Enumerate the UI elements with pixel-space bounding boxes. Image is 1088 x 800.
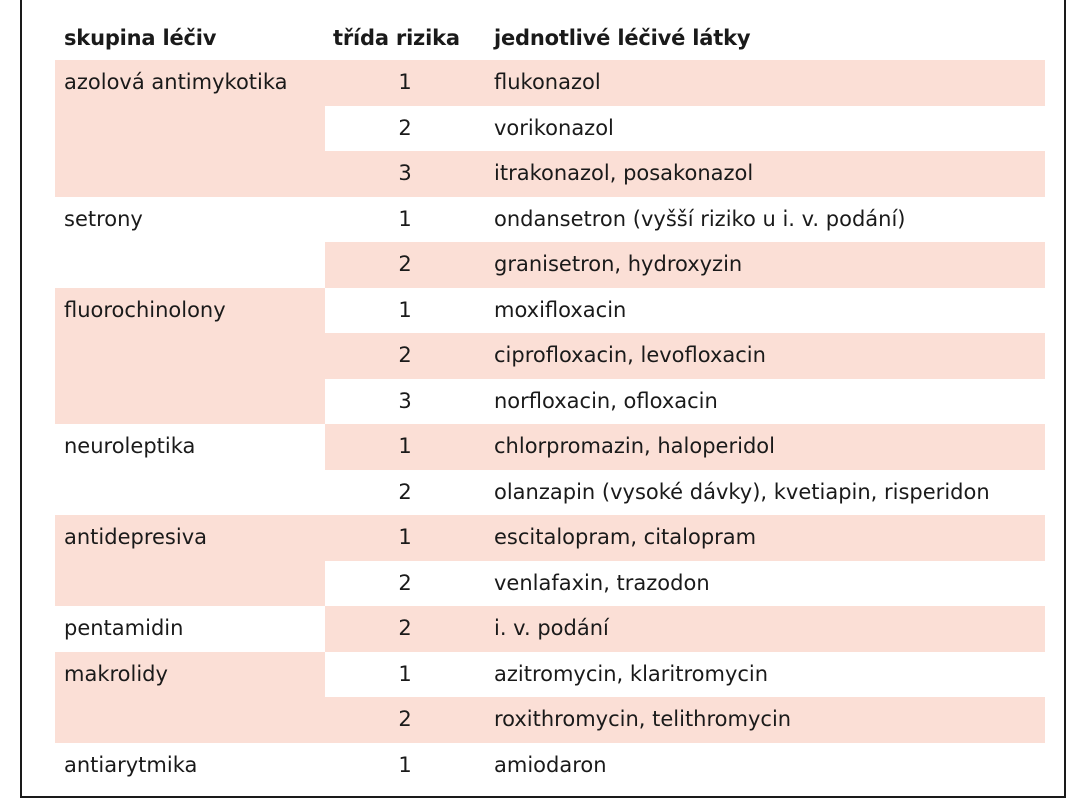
group-cell [55,697,325,743]
substance-cell: roxithromycin, telithromycin [485,697,1045,743]
table-row [55,697,1045,743]
substance-cell: azitromycin, klaritromycin [494,661,769,686]
group-cell [55,470,325,516]
group-cell [55,561,325,607]
group-cell: azolová antimykotika [55,60,325,106]
risk-cell: 2 [398,479,412,504]
group-cell: neuroleptika [64,434,196,458]
table-row [55,242,1045,288]
table-row [55,333,1045,379]
substance-cell: norfloxacin, ofloxacin [494,388,718,413]
substance-cell: escitalopram, citalopram [485,515,1045,561]
risk-cell: 2 [325,333,485,379]
group-cell: antiarytmika [64,752,198,777]
table-row [55,515,1045,561]
substance-cell: ciprofloxacin, levofloxacin [485,333,1045,379]
substance-cell: venlafaxin, trazodon [494,570,710,595]
group-cell: fluorochinolony [55,288,325,334]
table-row [55,60,1045,106]
risk-cell: 1 [398,661,412,686]
substance-cell: ondansetron (vyšší riziko u i. v. podání) [494,206,906,231]
risk-cell: 2 [325,242,485,288]
substance-cell: olanzapin (vysoké dávky), kvetiapin, risperidon [494,479,990,504]
substance-cell: i. v. podání [485,606,1045,652]
risk-cell: 2 [325,606,485,652]
risk-cell: 1 [398,297,412,322]
table-row [55,151,1045,197]
risk-cell: 1 [325,424,485,470]
risk-cell: 1 [398,206,412,231]
risk-cell: 2 [325,697,485,743]
substance-cell: moxifloxacin [494,297,627,322]
table-row [55,424,1045,470]
group-cell [55,106,325,152]
group-cell: setrony [64,206,143,231]
table-body [55,60,1045,788]
substance-cell: amiodaron [494,752,607,777]
table-row [55,743,1045,789]
group-cell [55,242,325,288]
group-cell: antidepresiva [55,515,325,561]
table-row [55,561,1045,607]
table-row [55,379,1045,425]
substance-cell: chlorpromazin, haloperidol [485,424,1045,470]
table-row [55,288,1045,334]
table-row [55,197,1045,243]
substance-cell: granisetron, hydroxyzin [485,242,1045,288]
group-cell: pentamidin [64,616,184,640]
table-row [55,106,1045,152]
risk-cell: 2 [398,115,412,140]
substance-cell: vorikonazol [494,115,614,140]
table-header [55,26,1045,54]
risk-cell: 2 [398,570,412,595]
group-cell [55,333,325,379]
header-risk-class: třída rizika [333,26,460,50]
risk-cell: 3 [325,151,485,197]
risk-cell: 1 [325,515,485,561]
header-group: skupina léčiv [64,26,217,50]
table-row [55,470,1045,516]
risk-cell: 3 [398,388,412,413]
substance-cell: itrakonazol, posakonazol [485,151,1045,197]
header-substances: jednotlivé léčivé látky [494,26,751,50]
risk-cell: 1 [398,752,412,777]
group-cell: makrolidy [55,652,325,698]
group-cell [55,379,325,425]
risk-cell: 1 [325,60,485,106]
group-cell [55,151,325,197]
table-row [55,652,1045,698]
substance-cell: flukonazol [485,60,1045,106]
table-row [55,606,1045,652]
